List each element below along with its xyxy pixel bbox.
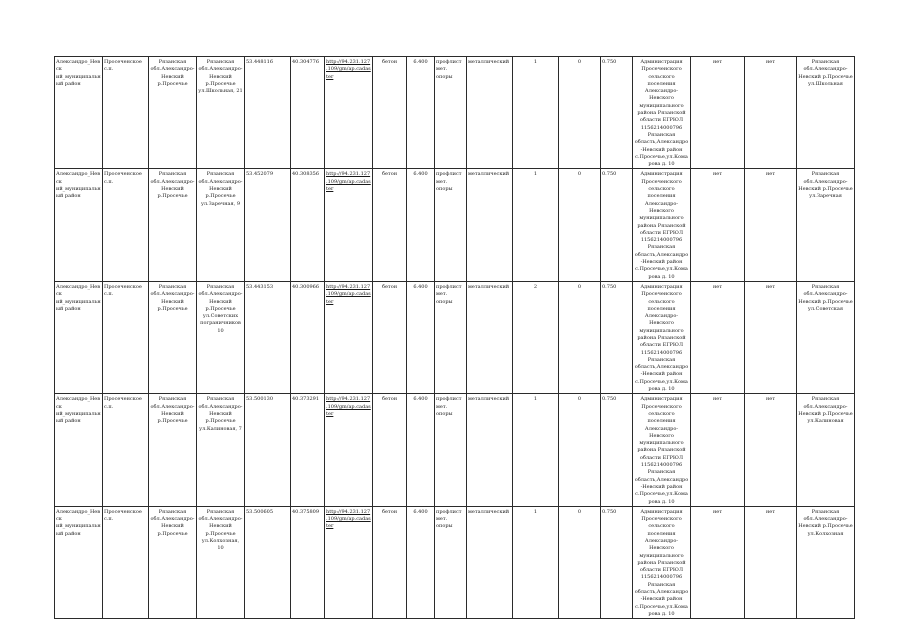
cover-type-cell: профлист мет. опоры [435,281,467,393]
locality-cell: Рязанская обл.Александро-Невский р.Просечье [149,57,197,169]
flag-cell: нет [691,394,745,506]
container-kind-cell: металлический [467,281,513,393]
map-link-cell [325,169,373,281]
flag-cell: нет [745,57,797,169]
owner-cell: Администрация Просеченского сельского поселения Александро-Невского муниципального района Рязанской области ЕГРЮЛ 1156214000796 Рязанская область,Александро-Невский район с.Просечье,ул.Комарова д. 10 [633,506,691,618]
area-cell: 6.400 [407,394,435,506]
longitude-cell: 40.308356 [291,169,325,281]
container-kind-cell: металлический [467,506,513,618]
flag-cell: нет [691,281,745,393]
district-cell: Александро_Невск ий_муниципальный район [55,57,103,169]
planned-count-cell: 0 [559,281,601,393]
flag-cell: нет [745,394,797,506]
container-kind-cell: металлический [467,169,513,281]
owner-cell: Администрация Просеченского сельского поселения Александро-Невского муниципального района Рязанской области ЕГРЮЛ 1156214000796 Рязанская область,Александро-Невский район с.Просечье,ул.Комарова д. 10 [633,281,691,393]
latitude-cell: 53.448116 [245,57,291,169]
container-kind-cell: металлический [467,57,513,169]
latitude-cell: 53.500605 [245,506,291,618]
district-cell: Александро_Невск ий_муниципальный район [55,506,103,618]
planned-count-cell: 0 [559,394,601,506]
table-row [55,394,855,506]
district-cell: Александро_Невск ий_муниципальный район [55,281,103,393]
area-cell: 6.400 [407,57,435,169]
served-objects-cell: Рязанская обл.Александро-Невский р.Просечье ул.Заречная [797,169,855,281]
container-kind-cell: металлический [467,394,513,506]
settlement-cell: Просеченское с.п. [103,169,149,281]
table-row [55,57,855,169]
latitude-cell: 53.500130 [245,394,291,506]
base-type-cell: бетон [373,169,407,281]
flag-cell: нет [745,169,797,281]
volume-cell: 0.750 [601,506,633,618]
latitude-cell: 53.443153 [245,281,291,393]
cover-type-cell: профлист мет. опоры [435,394,467,506]
settlement-cell: Просеченское с.п. [103,281,149,393]
served-objects-cell: Рязанская обл.Александро-Невский р.Просечье ул.Калиновая [797,394,855,506]
address-cell: Рязанская обл.Александро-Невский р.Просечье ул.Колхозная, 10 [197,506,245,618]
owner-cell: Администрация Просеченского сельского поселения Александро-Невского муниципального района Рязанской области ЕГРЮЛ 1156214000796 Рязанская область,Александро-Невский район с.Просечье,ул.Комарова д. 10 [633,57,691,169]
flag-cell: нет [691,506,745,618]
planned-count-cell: 0 [559,169,601,281]
base-type-cell: бетон [373,506,407,618]
flag-cell: нет [745,506,797,618]
table-row [55,506,855,618]
table-row [55,169,855,281]
district-cell: Александро_Невск ий_муниципальный район [55,169,103,281]
flag-cell: нет [691,169,745,281]
container-count-cell: 1 [513,506,559,618]
planned-count-cell: 0 [559,506,601,618]
settlement-cell: Просеченское с.п. [103,57,149,169]
served-objects-cell: Рязанская обл.Александро-Невский р.Просечье ул.Советская [797,281,855,393]
container-count-cell: 1 [513,394,559,506]
table-row [55,281,855,393]
volume-cell: 0.750 [601,169,633,281]
map-link[interactable]: http://94.231.127.109/gm/ap.cadaster [326,59,371,80]
planned-count-cell: 0 [559,57,601,169]
map-link[interactable]: http://94.231.127.109/gm/ap.cadaster [326,508,371,530]
flag-cell: нет [745,281,797,393]
owner-cell: Администрация Просеченского сельского поселения Александро-Невского муниципального района Рязанской области ЕГРЮЛ 1156214000796 Рязанская область,Александро-Невский район с.Просечье,ул.Комарова д. 10 [633,169,691,281]
area-cell: 6.400 [407,506,435,618]
cover-type-cell: профлист мет. опоры [435,57,467,169]
base-type-cell: бетон [373,394,407,506]
settlement-cell: Просеченское с.п. [103,506,149,618]
map-link[interactable]: http://94.231.127.109/gm/ap.cadaster [326,396,371,417]
map-link[interactable]: http://94.231.127.109/gm/ap.cadaster [326,171,371,193]
container-count-cell: 1 [513,169,559,281]
container-count-cell: 2 [513,281,559,393]
longitude-cell: 40.375809 [291,506,325,618]
flag-cell: нет [691,57,745,169]
volume-cell: 0.750 [601,281,633,393]
owner-cell: Администрация Просеченского сельского поселения Александро-Невского муниципального района Рязанской области ЕГРЮЛ 1156214000796 Рязанская область,Александро-Невский район с.Просечье,ул.Комарова д. 10 [633,394,691,506]
address-cell: Рязанская обл.Александро-Невский р.Просечье ул.Школьная, 21 [197,57,245,169]
map-link-cell [325,57,373,169]
address-cell: Рязанская обл.Александро-Невский р.Просечье ул.Калиновая, 7 [197,394,245,506]
container-count-cell: 1 [513,57,559,169]
locality-cell: Рязанская обл.Александро-Невский р.Просечье [149,506,197,618]
longitude-cell: 40.373291 [291,394,325,506]
address-cell: Рязанская обл.Александро-Невский р.Просечье ул.Советских пограничников 10 [197,281,245,393]
longitude-cell: 40.304776 [291,57,325,169]
address-cell: Рязанская обл.Александро-Невский р.Просечье ул.Заречная, 9 [197,169,245,281]
area-cell: 6.400 [407,169,435,281]
registry-table [54,56,855,619]
volume-cell: 0.750 [601,57,633,169]
base-type-cell: бетон [373,57,407,169]
map-link[interactable]: http://94.231.127.109/gm/ap.cadaster [326,283,371,305]
cover-type-cell: профлист мет. опоры [435,169,467,281]
map-link-cell [325,394,373,506]
longitude-cell: 40.300966 [291,281,325,393]
map-link-cell [325,506,373,618]
cover-type-cell: профлист мет. опоры [435,506,467,618]
locality-cell: Рязанская обл.Александро-Невский р.Просечье [149,281,197,393]
volume-cell: 0.750 [601,394,633,506]
district-cell: Александро_Невск ий_муниципальный район [55,394,103,506]
served-objects-cell: Рязанская обл.Александро-Невский р.Просечье ул.Колхозная [797,506,855,618]
latitude-cell: 53.452079 [245,169,291,281]
registry-table-body [55,57,855,619]
settlement-cell: Просеченское с.п. [103,394,149,506]
area-cell: 6.400 [407,281,435,393]
locality-cell: Рязанская обл.Александро-Невский р.Просечье [149,394,197,506]
locality-cell: Рязанская обл.Александро-Невский р.Просечье [149,169,197,281]
served-objects-cell: Рязанская обл.Александро-Невский р.Просечье ул.Школьная [797,57,855,169]
map-link-cell [325,281,373,393]
base-type-cell: бетон [373,281,407,393]
